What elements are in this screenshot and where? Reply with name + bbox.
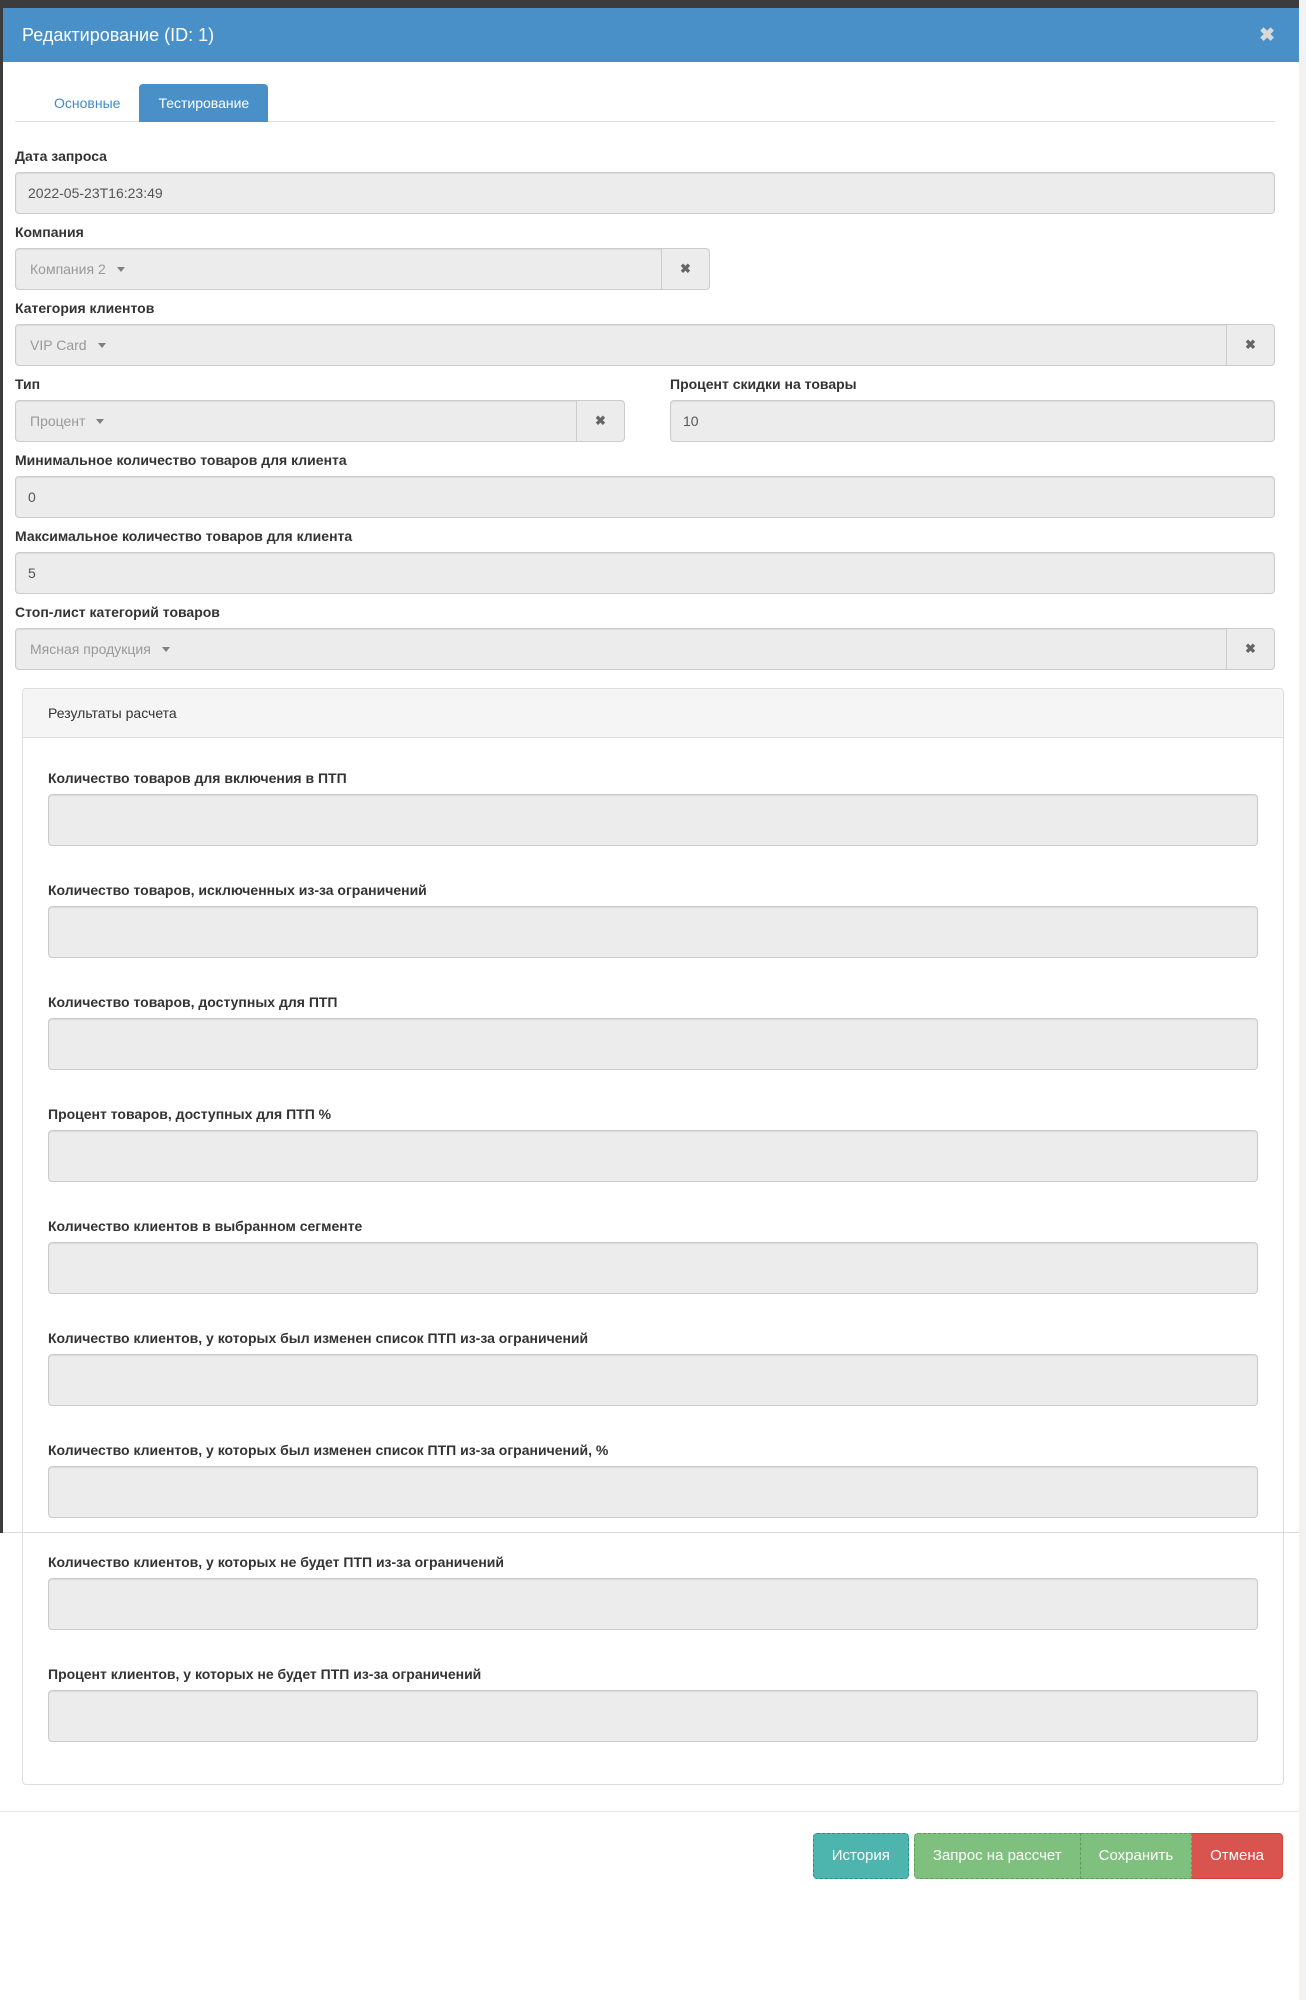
result-field bbox=[48, 882, 1258, 958]
max-goods-input[interactable] bbox=[15, 552, 1275, 594]
result-input[interactable] bbox=[48, 1130, 1258, 1182]
stop-list-label: Стоп-лист категорий товаров bbox=[15, 604, 220, 620]
client-category-label: Категория клиентов bbox=[15, 300, 155, 316]
action-button-group bbox=[914, 1833, 1283, 1879]
result-field bbox=[48, 994, 1258, 1070]
result-input[interactable] bbox=[48, 1690, 1258, 1742]
result-field bbox=[48, 1330, 1258, 1406]
modal-title: Редактирование (ID: 1) bbox=[22, 24, 215, 45]
results-panel-title: Результаты расчета bbox=[23, 689, 1283, 738]
result-input[interactable] bbox=[48, 1018, 1258, 1070]
result-field bbox=[48, 770, 1258, 846]
discount-percent-input[interactable] bbox=[670, 400, 1275, 442]
clear-icon: ✖ bbox=[1245, 641, 1256, 656]
min-goods-input[interactable] bbox=[15, 476, 1275, 518]
results-panel-body bbox=[23, 738, 1283, 1784]
result-input[interactable] bbox=[48, 1354, 1258, 1406]
modal-top-border bbox=[0, 0, 1299, 8]
field-type bbox=[15, 376, 625, 442]
request-calculation-button[interactable]: Запрос на рассчет bbox=[914, 1833, 1081, 1879]
result-field bbox=[48, 1106, 1258, 1182]
tab-bar bbox=[15, 84, 1275, 122]
clear-icon: ✖ bbox=[595, 413, 606, 428]
discount-percent-label: Процент скидки на товары bbox=[670, 376, 857, 392]
clear-icon: ✖ bbox=[680, 261, 691, 276]
result-input[interactable] bbox=[48, 906, 1258, 958]
stop-list-clear-button[interactable] bbox=[1226, 629, 1274, 669]
results-panel bbox=[22, 688, 1284, 1785]
client-category-clear-button[interactable] bbox=[1226, 325, 1274, 365]
max-goods-label: Максимальное количество товаров для клиента bbox=[15, 528, 353, 544]
page-background-strip bbox=[1299, 0, 1306, 2000]
company-label: Компания bbox=[15, 224, 84, 240]
company-select[interactable] bbox=[15, 248, 710, 290]
result-label: Количество товаров, исключенных из-за ограничений bbox=[48, 882, 427, 898]
request-date-label: Дата запроса bbox=[15, 148, 107, 164]
field-max-goods bbox=[15, 528, 1275, 594]
modal-body bbox=[0, 62, 1299, 1879]
result-label: Количество клиентов, у которых был изменен список ПТП из-за ограничений bbox=[48, 1330, 589, 1346]
field-row-type-discount bbox=[15, 376, 1275, 442]
result-field bbox=[48, 1554, 1258, 1630]
result-input[interactable] bbox=[48, 1242, 1258, 1294]
company-clear-button[interactable] bbox=[661, 249, 709, 289]
type-select[interactable] bbox=[15, 400, 625, 442]
type-selected-value[interactable]: Процент bbox=[16, 401, 576, 441]
result-label: Количество клиентов, у которых не будет ПТП из-за ограничений bbox=[48, 1554, 504, 1570]
field-request-date bbox=[15, 148, 1275, 214]
result-label: Процент клиентов, у которых не будет ПТП из-за ограничений bbox=[48, 1666, 482, 1682]
field-client-category bbox=[15, 300, 1275, 366]
modal-header bbox=[0, 8, 1299, 62]
result-field bbox=[48, 1442, 1258, 1518]
result-field bbox=[48, 1666, 1258, 1742]
caret-down-icon bbox=[98, 343, 106, 348]
modal-left-border bbox=[0, 0, 3, 1533]
modal-footer bbox=[0, 1811, 1299, 1879]
min-goods-label: Минимальное количество товаров для клиента bbox=[15, 452, 347, 468]
stop-list-select[interactable] bbox=[15, 628, 1275, 670]
tab-main[interactable]: Основные bbox=[54, 95, 121, 111]
field-company bbox=[15, 224, 1275, 290]
result-input[interactable] bbox=[48, 1466, 1258, 1518]
result-input[interactable] bbox=[48, 794, 1258, 846]
field-stop-list bbox=[15, 604, 1275, 670]
caret-down-icon bbox=[117, 267, 125, 272]
result-label: Количество товаров, доступных для ПТП bbox=[48, 994, 338, 1010]
stop-list-selected-value[interactable]: Мясная продукция bbox=[16, 629, 1226, 669]
result-label: Количество товаров для включения в ПТП bbox=[48, 770, 347, 786]
field-discount-percent bbox=[670, 376, 1275, 442]
modal-bottom-edge bbox=[0, 1532, 1299, 1533]
clear-icon: ✖ bbox=[1245, 337, 1256, 352]
caret-down-icon bbox=[96, 419, 104, 424]
result-field bbox=[48, 1218, 1258, 1294]
client-category-selected-value[interactable]: VIP Card bbox=[16, 325, 1226, 365]
close-icon[interactable]: ✖ bbox=[1259, 24, 1275, 46]
cancel-button[interactable]: Отмена bbox=[1192, 1833, 1283, 1879]
history-button[interactable]: История bbox=[813, 1833, 909, 1879]
result-label: Количество клиентов в выбранном сегменте bbox=[48, 1218, 363, 1234]
caret-down-icon bbox=[162, 647, 170, 652]
type-label: Тип bbox=[15, 376, 41, 392]
client-category-select[interactable] bbox=[15, 324, 1275, 366]
type-clear-button[interactable] bbox=[576, 401, 624, 441]
field-min-goods bbox=[15, 452, 1275, 518]
save-button[interactable]: Сохранить bbox=[1081, 1833, 1193, 1879]
company-selected-value[interactable]: Компания 2 bbox=[16, 249, 661, 289]
result-label: Количество клиентов, у которых был изменен список ПТП из-за ограничений, % bbox=[48, 1442, 609, 1458]
tab-testing[interactable]: Тестирование bbox=[139, 84, 268, 122]
request-date-input[interactable] bbox=[15, 172, 1275, 214]
result-input[interactable] bbox=[48, 1578, 1258, 1630]
result-label: Процент товаров, доступных для ПТП % bbox=[48, 1106, 332, 1122]
